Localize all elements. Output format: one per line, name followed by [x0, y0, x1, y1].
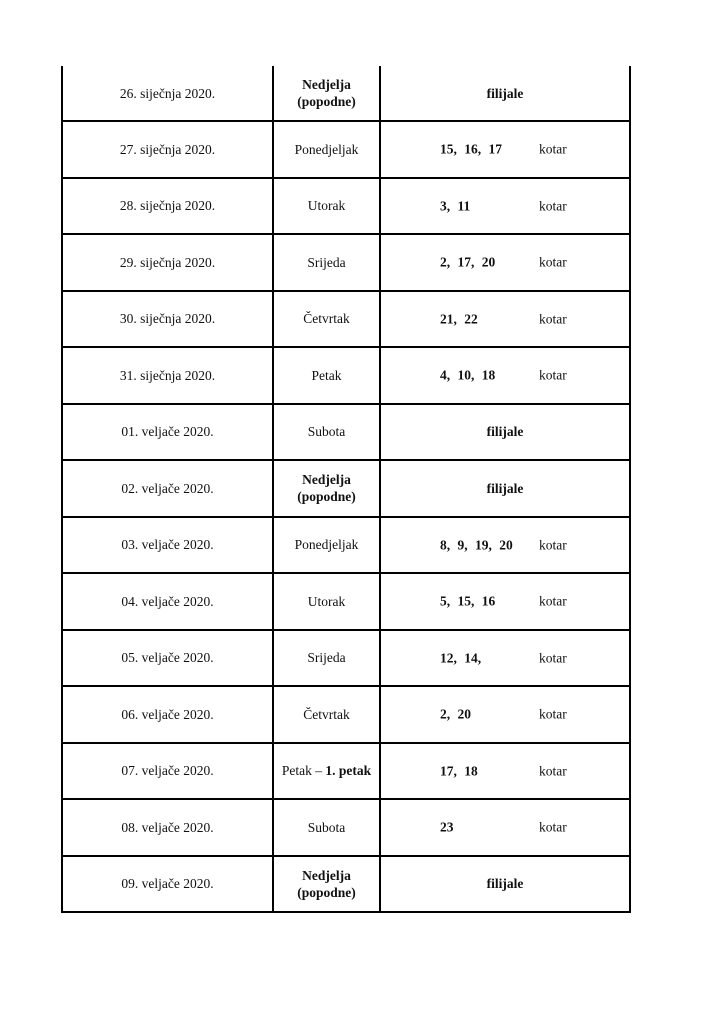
day-cell [273, 630, 380, 687]
date-cell: 06. veljače 2020. [62, 686, 273, 743]
table-row [62, 404, 630, 461]
day-label: Nedjelja [302, 472, 351, 488]
day-cell [273, 686, 380, 743]
kotar-label: kotar [539, 593, 567, 609]
day-label: Ponedjeljak [294, 141, 359, 157]
table-row [62, 234, 630, 291]
kotar-label: kotar [539, 198, 567, 214]
table-row [62, 460, 630, 517]
day-cell [273, 404, 380, 461]
date-cell: 29. siječnja 2020. [62, 234, 273, 291]
date-cell: 30. siječnja 2020. [62, 291, 273, 348]
day-label: Petak [311, 367, 342, 383]
table-row [62, 517, 630, 574]
day-label: Nedjelja [302, 867, 351, 883]
date-cell: 02. veljače 2020. [62, 460, 273, 517]
kotar-label: kotar [539, 537, 567, 553]
date-cell: 05. veljače 2020. [62, 630, 273, 687]
table-row [62, 347, 630, 404]
table-row [62, 856, 630, 913]
area-cell [380, 573, 630, 630]
date-cell: 07. veljače 2020. [62, 743, 273, 800]
day-cell [273, 799, 380, 856]
table-row [62, 178, 630, 235]
area-cell [380, 743, 630, 800]
kotar-label: kotar [539, 367, 567, 383]
area-cell [380, 234, 630, 291]
day-note: (popodne) [297, 489, 356, 505]
date-cell: 27. siječnja 2020. [62, 121, 273, 178]
table-row [62, 799, 630, 856]
day-label: Četvrtak [303, 311, 350, 327]
table-row [62, 573, 630, 630]
date-cell: 08. veljače 2020. [62, 799, 273, 856]
schedule-body [62, 66, 630, 912]
day-label: Subota [307, 819, 346, 835]
day-suffix: 1. petak [325, 763, 372, 779]
district-numbers: 15, 16, 17 [440, 141, 502, 157]
day-label: Ponedjeljak [294, 537, 359, 553]
day-cell [273, 743, 380, 800]
date-cell: 31. siječnja 2020. [62, 347, 273, 404]
area-cell [380, 630, 630, 687]
day-cell [273, 460, 380, 517]
date-cell: 04. veljače 2020. [62, 573, 273, 630]
kotar-label: kotar [539, 706, 567, 722]
day-label: Utorak [307, 593, 346, 609]
district-numbers: 23 [440, 819, 454, 835]
day-label: Nedjelja [302, 77, 351, 92]
day-label: Srijeda [307, 650, 346, 666]
day-cell [273, 66, 380, 121]
area-cell [380, 799, 630, 856]
table-row [62, 66, 630, 121]
table-row [62, 121, 630, 178]
day-cell [273, 234, 380, 291]
day-note: (popodne) [297, 94, 356, 109]
kotar-label: kotar [539, 650, 567, 666]
district-numbers: 2, 17, 20 [440, 254, 496, 270]
table-row [62, 743, 630, 800]
day-label: Subota [307, 424, 346, 440]
day-label: Srijeda [307, 254, 346, 270]
area-cell: filijale [380, 460, 630, 517]
day-cell [273, 517, 380, 574]
day-cell [273, 121, 380, 178]
date-cell: 09. veljače 2020. [62, 856, 273, 913]
day-cell [273, 178, 380, 235]
area-cell: filijale [380, 856, 630, 913]
area-cell: filijale [380, 404, 630, 461]
day-label: Četvrtak [303, 706, 350, 722]
area-cell [380, 291, 630, 348]
district-numbers: 2, 20 [440, 706, 471, 722]
day-note: (popodne) [297, 884, 356, 900]
day-cell [273, 856, 380, 913]
kotar-label: kotar [539, 254, 567, 270]
kotar-label: kotar [539, 819, 567, 835]
schedule-table [61, 66, 631, 913]
table-row [62, 630, 630, 687]
area-cell [380, 686, 630, 743]
day-cell [273, 291, 380, 348]
area-cell [380, 347, 630, 404]
day-label: Petak – [281, 763, 326, 779]
kotar-label: kotar [539, 311, 567, 327]
day-label: Utorak [307, 198, 346, 214]
table-row [62, 291, 630, 348]
area-cell [380, 178, 630, 235]
table-row [62, 686, 630, 743]
area-cell: filijale [380, 66, 630, 121]
area-cell [380, 121, 630, 178]
date-cell: 03. veljače 2020. [62, 517, 273, 574]
district-numbers: 17, 18 [440, 763, 478, 779]
day-cell [273, 347, 380, 404]
district-numbers: 21, 22 [440, 311, 478, 327]
date-cell: 28. siječnja 2020. [62, 178, 273, 235]
day-cell [273, 573, 380, 630]
district-numbers: 3, 11 [440, 198, 471, 214]
kotar-label: kotar [539, 141, 567, 157]
district-numbers: 4, 10, 18 [440, 367, 496, 383]
date-cell: 26. siječnja 2020. [62, 66, 273, 121]
area-cell [380, 517, 630, 574]
district-numbers: 12, 14, [440, 650, 482, 666]
district-numbers: 8, 9, 19, 20 [440, 537, 513, 553]
district-numbers: 5, 15, 16 [440, 593, 496, 609]
date-cell: 01. veljače 2020. [62, 404, 273, 461]
kotar-label: kotar [539, 763, 567, 779]
